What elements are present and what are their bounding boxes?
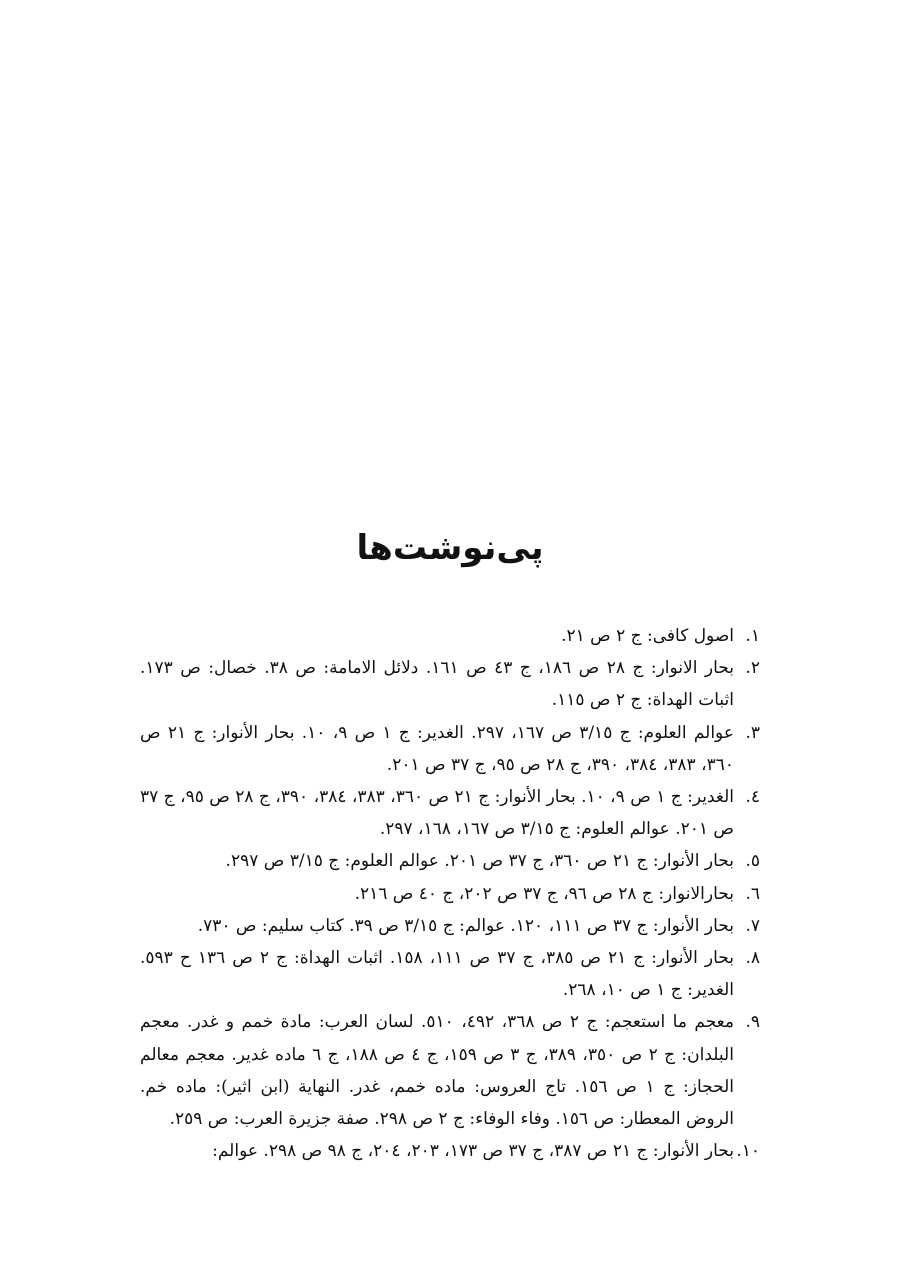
footnote-item xyxy=(140,942,760,1006)
footnote-text: بحار الأنوار: ج ٣٧ ص ١١١، ١٢٠. عوالم: ج ٣/١٥ ص ٣٩. کتاب سلیم: ص ٧٣٠. xyxy=(197,915,734,936)
footnote-text: اصول کافی: ج ٢ ص ٢١. xyxy=(561,626,734,646)
footnote-item xyxy=(140,845,760,877)
footnote-item xyxy=(140,1135,760,1167)
footnote-text: بحار الأنوار: ج ٢١ ص ٣٨٧، ج ٣٧ ص ١٧٣، ٢٠٣، ٢٠٤، ج ٩٨ ص ٢٩٨. عوالم: xyxy=(212,1141,734,1162)
page-title: پی‌نوشت‌ها xyxy=(356,528,544,568)
footnote-number: ٦. xyxy=(745,883,760,904)
footnote-text: عوالم العلوم: ج ٣/١٥ ص ١٦٧، ٢٩٧. الغدیر: ج ١ ص ٩، ١٠. بحار الأنوار: ج ٢١ ص ٣٦٠، ٣٨٣، ٣٨٤، ٣٩٠، ج ٢٨ ص ٩٥، ج ٣٧ ص ٢٠١. xyxy=(140,722,734,775)
footnote-text: بحار الأنوار: ج ٢١ ص ٣٦٠، ج ٣٧ ص ٢٠١. عوالم العلوم: ج ٣/١٥ ص ٢٩٧. xyxy=(225,851,734,872)
footnote-item xyxy=(140,620,760,652)
footnote-text: بحار الأنوار: ج ٢١ ص ٣٨٥، ج ٣٧ ص ١١١، ١٥٨. اثبات الهداة: ج ٢ ص ١٣٦ ح ٥٩٣. الغدیر: ج ١ ص ١٠، ٢٦٨. xyxy=(140,948,734,1001)
footnote-number: ٢. xyxy=(745,658,760,679)
footnote-number: ٨. xyxy=(745,948,760,969)
footnote-number: ٩. xyxy=(745,1012,760,1033)
footnote-item xyxy=(140,652,760,716)
footnotes-list xyxy=(140,620,760,1167)
footnote-text: بحارالانوار: ج ٢٨ ص ٩٦، ج ٣٧ ص ٢٠٢، ج ٤٠ ص ٢١٦. xyxy=(354,883,734,904)
footnote-number: ١٠. xyxy=(736,1141,760,1162)
footnote-text: بحار الانوار: ج ٢٨ ص ١٨٦، ج ٤٣ ص ١٦١. دلائل الامامة: ص ٣٨. خصال: ص ١٧٣. اثبات الهداة: ج ٢ ص ١١٥. xyxy=(140,658,734,711)
footnote-number: ٧. xyxy=(745,915,760,936)
footnote-item xyxy=(140,910,760,942)
footnote-number: ٥. xyxy=(745,851,760,872)
footnote-text: الغدیر: ج ١ ص ٩، ١٠. بحار الأنوار: ج ٢١ ص ٣٦٠، ٣٨٣، ٣٨٤، ٣٩٠، ج ٢٨ ص ٩٥، ج ٣٧ ص ٢٠١. عوالم العلوم: ج ٣/١٥ ص ١٦٧، ١٦٨، ٢٩٧. xyxy=(140,787,735,840)
footnote-number: ١. xyxy=(745,626,760,646)
footnote-item xyxy=(140,781,760,845)
footnote-number: ٤. xyxy=(745,787,761,808)
footnote-number: ٣. xyxy=(745,722,760,743)
footnote-text: معجم ما استعجم: ج ٢ ص ٣٦٨، ٤٩٢، ٥١٠. لسان العرب: مادة خمم و غدر. معجم البلدان: ج ٢ ص ٣٥٠، ٣٨٩، ج ٣ ص ١٥٩، ج ٤ ص ١٨٨، ج ٦ ماده غدیر. معجم معالم الحجاز: ج ١ ص ١٥٦. تاج العروس: ماده خمم، غدر. النهایة (ابن اثیر): ماده خم. الروض المعطار: ص ١٥٦. وفاء الوفاء: ج ٢ ص ٢٩٨. صفة جزیرة العرب: ص ٢٥٩. xyxy=(140,1012,734,1130)
footnote-item xyxy=(140,717,760,781)
footnote-item xyxy=(140,878,760,910)
footnote-item xyxy=(140,1006,760,1135)
